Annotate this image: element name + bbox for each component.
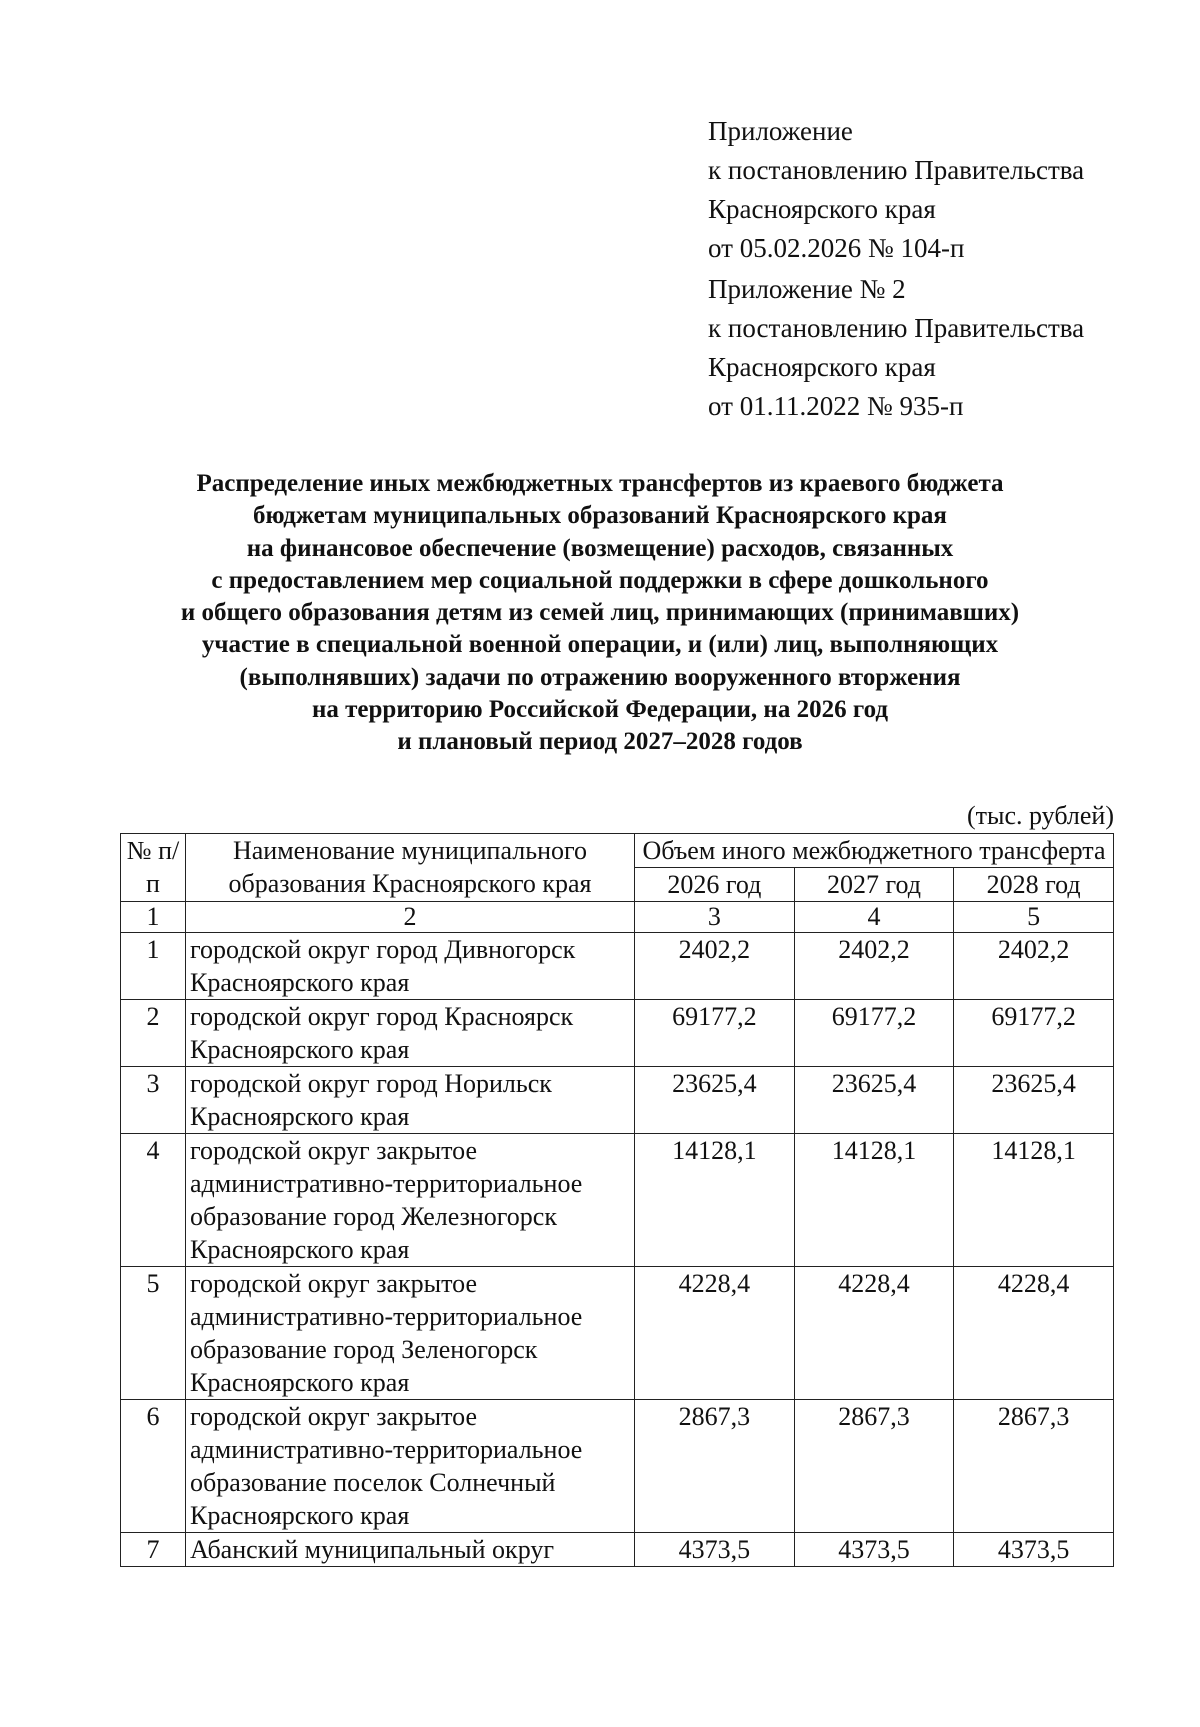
municipality-name-line: образование город Железногорск <box>190 1202 557 1231</box>
table-row <box>121 1067 1114 1134</box>
transfers-table <box>120 833 1114 1567</box>
municipality-name-line: городской округ закрытое <box>190 1136 478 1165</box>
header-num: № п/п <box>121 834 186 902</box>
value-2026: 2402,2 <box>635 933 795 1000</box>
index-cell: 5 <box>954 902 1114 933</box>
municipality-name <box>186 1400 635 1533</box>
value-2027: 23625,4 <box>794 1067 954 1134</box>
municipality-name-line: Абанский муниципальный округ <box>190 1535 555 1564</box>
attachment-block-2 <box>708 270 1084 426</box>
attachment-block-1 <box>708 112 1084 268</box>
row-number: 1 <box>121 933 186 1000</box>
row-number: 6 <box>121 1400 186 1533</box>
value-2026: 4373,5 <box>635 1533 795 1567</box>
header-name: Наименование муниципального образования Красноярского края <box>186 834 635 902</box>
municipality-name-line: городской округ город Норильск <box>190 1069 552 1098</box>
municipality-name-line: городской округ закрытое <box>190 1402 478 1431</box>
value-2028: 4373,5 <box>954 1533 1114 1567</box>
index-cell: 4 <box>794 902 954 933</box>
attachment-1-line: к постановлению Правительства <box>708 155 1085 185</box>
header-volume: Объем иного межбюджетного трансферта <box>635 834 1114 868</box>
title-line: (выполнявших) задачи по отражению вооруженного вторжения <box>239 663 961 691</box>
title-line: с предоставлением мер социальной поддержки в сфере дошкольного <box>211 566 989 594</box>
value-2026: 14128,1 <box>635 1134 795 1267</box>
title-line: участие в специальной военной операции, и (или) лиц, выполняющих <box>201 631 999 659</box>
table-index-row <box>121 902 1114 933</box>
attachment-2-line: Приложение № 2 <box>708 274 906 304</box>
value-2027: 2867,3 <box>794 1400 954 1533</box>
value-2028: 2402,2 <box>954 933 1114 1000</box>
municipality-name-line: Красноярского края <box>190 1368 410 1397</box>
municipality-name-line: городской округ город Красноярск <box>190 1002 574 1031</box>
header-year-2028: 2028 год <box>954 868 1114 902</box>
value-2028: 23625,4 <box>954 1067 1114 1134</box>
municipality-name-line: городской округ город Дивногорск <box>190 935 576 964</box>
municipality-name-line: административно-территориальное <box>190 1435 583 1464</box>
municipality-name-line: Красноярского края <box>190 1102 410 1131</box>
municipality-name <box>186 1000 635 1067</box>
value-2026: 69177,2 <box>635 1000 795 1067</box>
municipality-name-line: Красноярского края <box>190 1501 410 1530</box>
value-2028: 4228,4 <box>954 1267 1114 1400</box>
attachment-1-line: от 05.02.2026 № 104-п <box>708 233 965 263</box>
value-2026: 2867,3 <box>635 1400 795 1533</box>
table-header-row <box>121 834 1114 868</box>
attachment-2-line: Красноярского края <box>708 352 936 382</box>
table-row <box>121 1533 1114 1567</box>
row-number: 5 <box>121 1267 186 1400</box>
index-cell: 2 <box>186 902 635 933</box>
value-2028: 14128,1 <box>954 1134 1114 1267</box>
title-line: и общего образования детям из семей лиц, принимающих (принимавших) <box>180 599 1020 627</box>
municipality-name-line: Красноярского края <box>190 1235 410 1264</box>
value-2027: 4228,4 <box>794 1267 954 1400</box>
row-number: 7 <box>121 1533 186 1567</box>
units-label: (тыс. рублей) <box>966 801 1114 830</box>
attachment-2-line: к постановлению Правительства <box>708 313 1085 343</box>
table-row <box>121 933 1114 1000</box>
row-number: 4 <box>121 1134 186 1267</box>
municipality-name-line: образование поселок Солнечный <box>190 1468 556 1497</box>
value-2027: 69177,2 <box>794 1000 954 1067</box>
attachment-1-line: Красноярского края <box>708 194 936 224</box>
municipality-name <box>186 1134 635 1267</box>
municipality-name-line: административно-территориальное <box>190 1302 583 1331</box>
attachment-2-line: от 01.11.2022 № 935-п <box>708 391 964 421</box>
municipality-name <box>186 1067 635 1134</box>
value-2028: 2867,3 <box>954 1400 1114 1533</box>
title-line: на территорию Российской Федерации, на 2026 год <box>312 696 888 724</box>
municipality-name-line: образование город Зеленогорск <box>190 1335 538 1364</box>
title-line: на финансовое обеспечение (возмещение) расходов, связанных <box>246 534 954 562</box>
row-number: 3 <box>121 1067 186 1134</box>
value-2028: 69177,2 <box>954 1000 1114 1067</box>
index-cell: 3 <box>635 902 795 933</box>
value-2026: 23625,4 <box>635 1067 795 1134</box>
value-2027: 14128,1 <box>794 1134 954 1267</box>
row-number: 2 <box>121 1000 186 1067</box>
municipality-name-line: городской округ закрытое <box>190 1269 478 1298</box>
index-cell: 1 <box>121 902 186 933</box>
value-2027: 4373,5 <box>794 1533 954 1567</box>
table-row <box>121 1134 1114 1267</box>
municipality-name <box>186 1533 635 1567</box>
document-title <box>100 468 1100 759</box>
municipality-name-line: Красноярского края <box>190 968 410 997</box>
header-year-2027: 2027 год <box>794 868 954 902</box>
municipality-name-line: Красноярского края <box>190 1035 410 1064</box>
municipality-name <box>186 1267 635 1400</box>
municipality-name-line: административно-территориальное <box>190 1169 583 1198</box>
table-row <box>121 1400 1114 1533</box>
header-year-2026: 2026 год <box>635 868 795 902</box>
title-line: Распределение иных межбюджетных трансфертов из краевого бюджета <box>196 470 1004 497</box>
table-row <box>121 1000 1114 1067</box>
title-line: и плановый период 2027–2028 годов <box>397 728 803 756</box>
value-2026: 4228,4 <box>635 1267 795 1400</box>
title-line: бюджетам муниципальных образований Красноярского края <box>253 502 947 530</box>
municipality-name <box>186 933 635 1000</box>
table-row <box>121 1267 1114 1400</box>
value-2027: 2402,2 <box>794 933 954 1000</box>
attachment-1-line: Приложение <box>708 116 853 146</box>
